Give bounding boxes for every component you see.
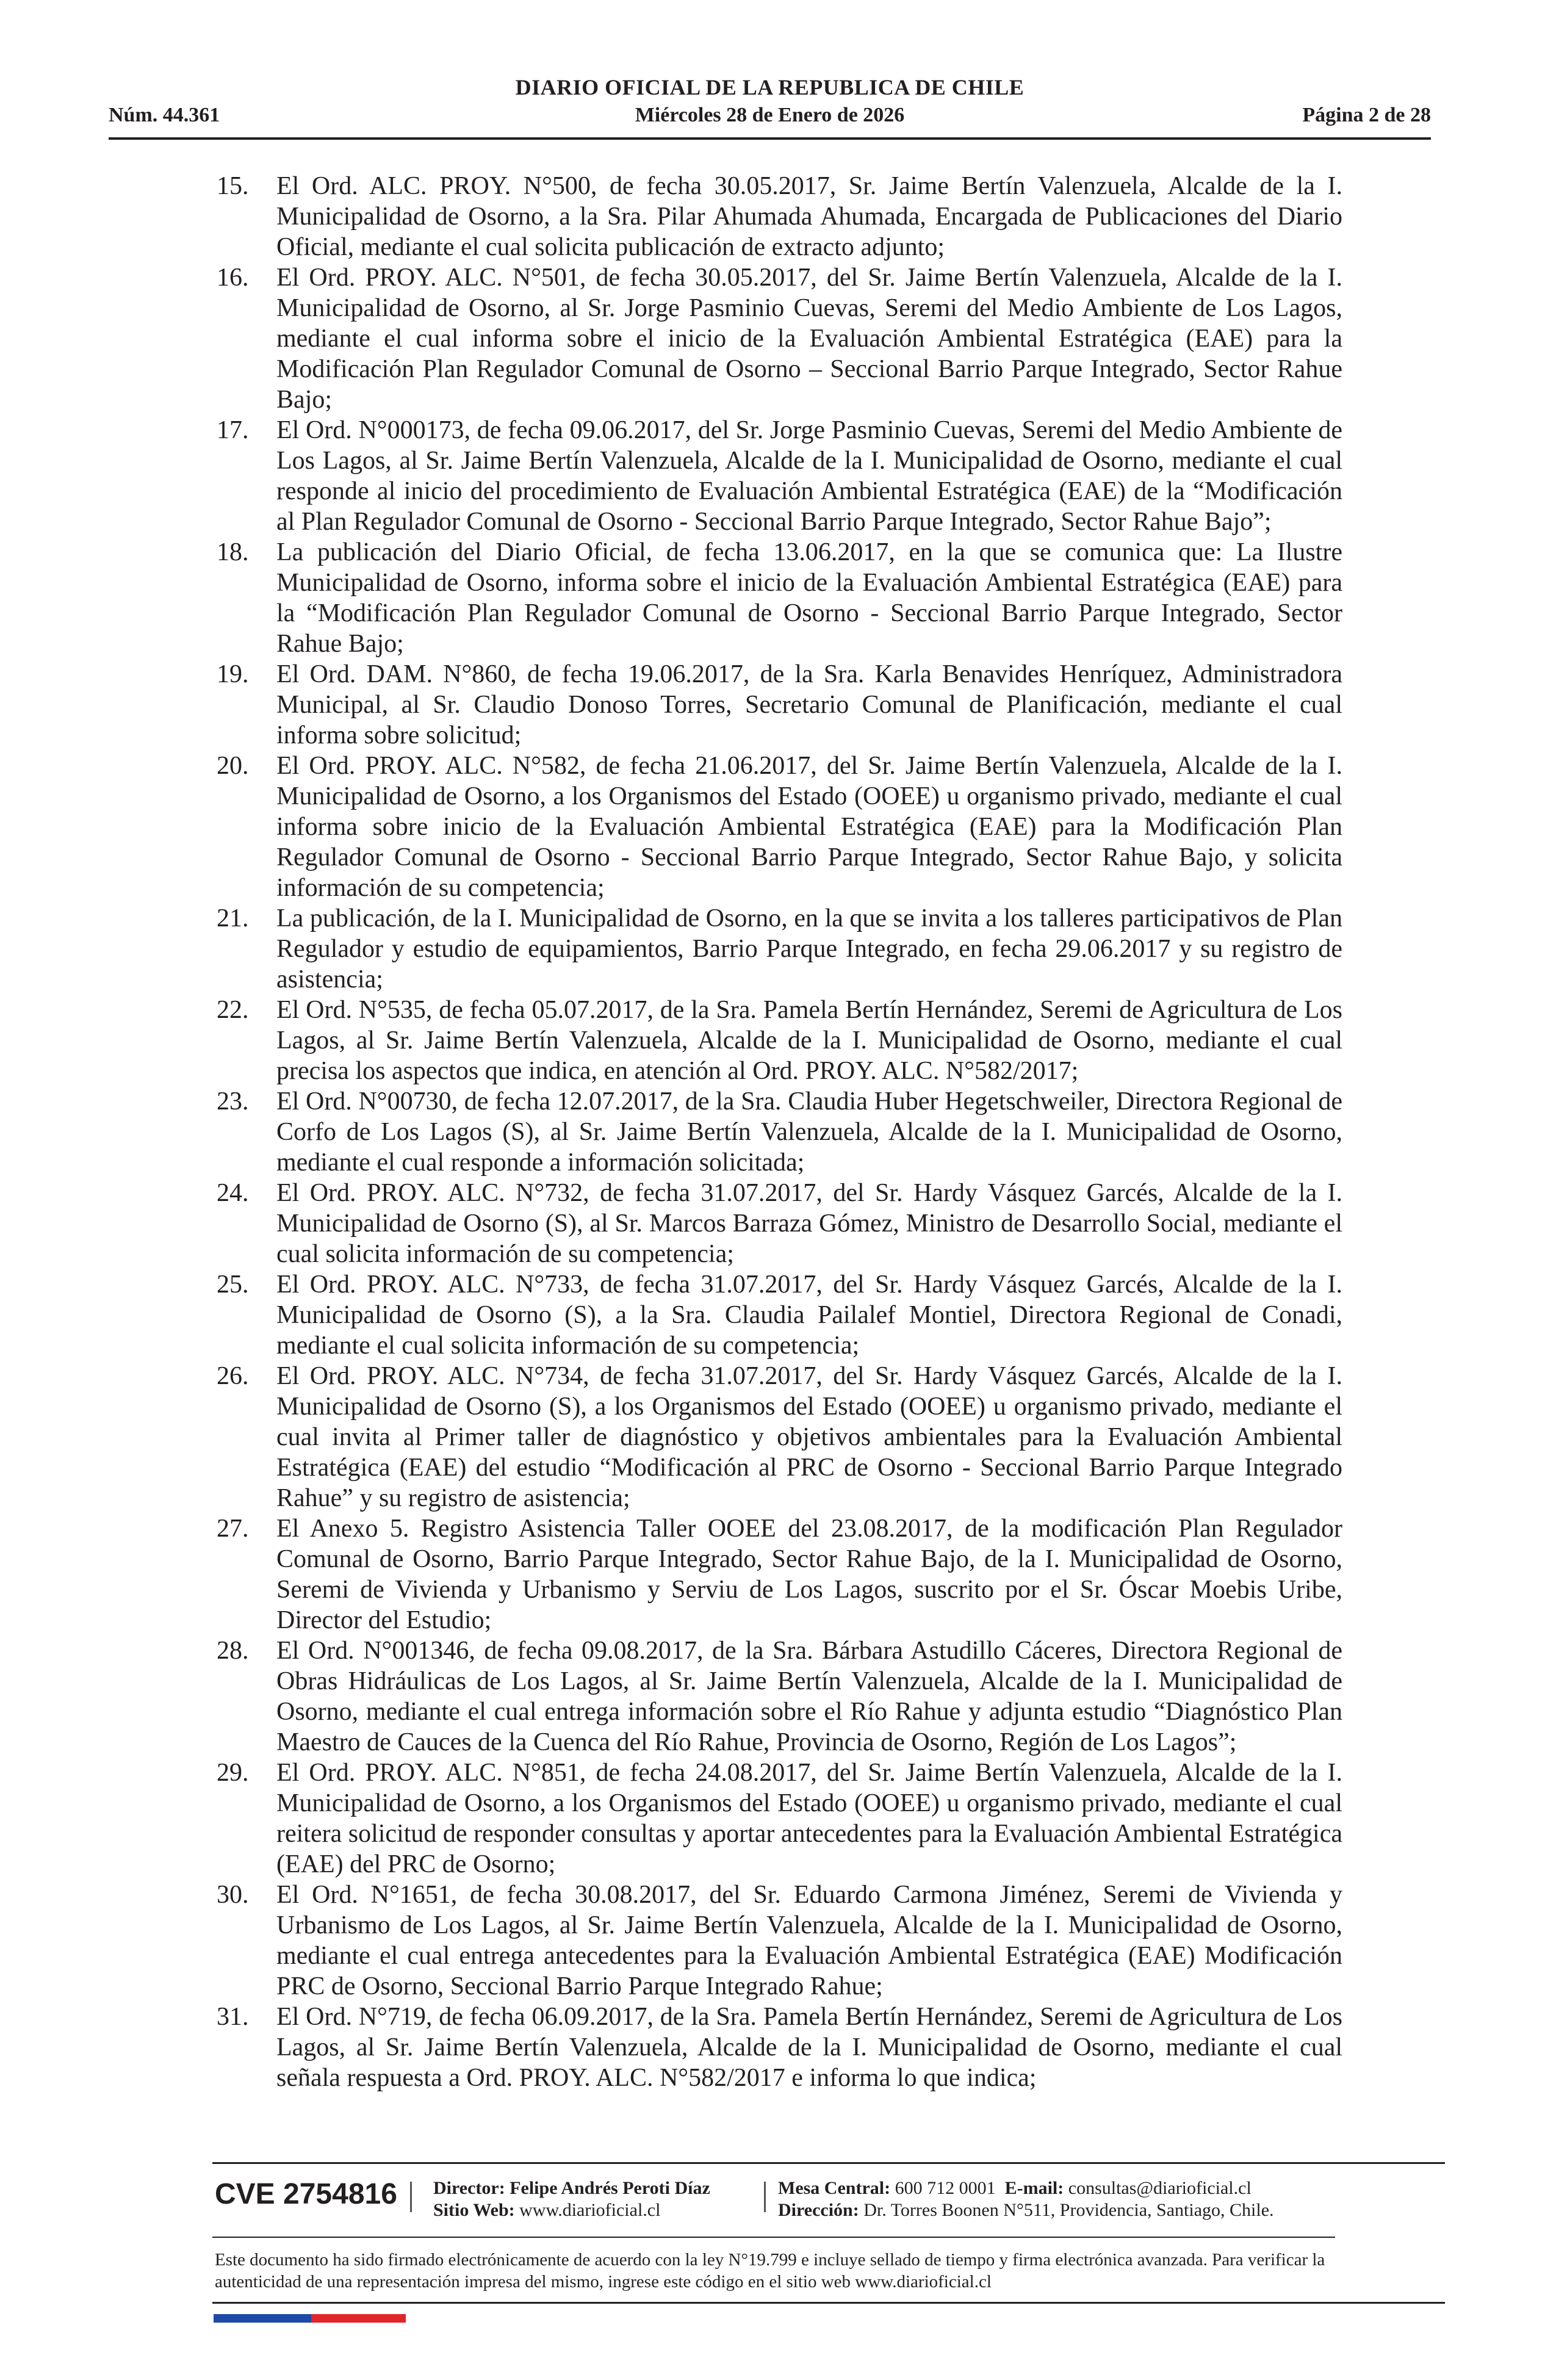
footer-separator [764, 2182, 766, 2212]
list-item [217, 995, 1342, 1086]
publication-title: DIARIO OFICIAL DE LA REPUBLICA DE CHILE [515, 75, 1025, 99]
list-item [217, 415, 1342, 537]
item-text: El Ord. ALC. PROY. N°500, de fecha 30.05.2017, Sr. Jaime Bertín Valenzuela, Alcalde de la I. Municipalidad de Osorno, a la Sra. Pilar Ahumada Ahumada, Encargada de Publicaciones del Diario Oficial, mediante el cual solicita publicación de extracto adjunto; [276, 172, 1342, 261]
footer-divider-2 [212, 2237, 1335, 2238]
mesa-phone: 600 712 0001 [895, 2178, 996, 2198]
list-item [217, 1269, 1342, 1361]
item-number: 17. [217, 416, 249, 444]
list-item [217, 1635, 1342, 1758]
list-item [217, 171, 1342, 262]
legal-notice: Este documento ha sido firmado electrónicamente de acuerdo con la ley N°19.799 e incluye sellado de tiempo y firma electrónica avanzada. Para verificar la autenticidad de una representación impresa del mismo, ingrese este código en el sitio web www.diarioficial.cl [215, 2250, 1325, 2292]
item-number: 31. [217, 2003, 249, 2031]
list-item [217, 659, 1342, 751]
item-number: 15. [217, 172, 249, 200]
list-item [217, 2002, 1342, 2093]
list-item [217, 1880, 1342, 2002]
item-number: 22. [217, 996, 249, 1024]
item-number: 23. [217, 1087, 249, 1116]
item-text: El Ord. N°001346, de fecha 09.08.2017, de la Sra. Bárbara Astudillo Cáceres, Directora Regional de Obras Hidráulicas de Los Lagos, al Sr. Jaime Bertín Valenzuela, Alcalde de la I. Municipalidad de Osorno, mediante el cual entrega información sobre el Río Rahue y adjunta estudio “Diagnóstico Plan Maestro de Cauces de la Cuenca del Río Rahue, Provincia de Osorno, Región de Los Lagos”; [276, 1637, 1342, 1756]
item-number: 18. [217, 538, 249, 566]
item-text: El Ord. N°000173, de fecha 09.06.2017, del Sr. Jorge Pasminio Cuevas, Seremi del Medio Ambiente de Los Lagos, al Sr. Jaime Bertín Valenzuela, Alcalde de la I. Municipalidad de Osorno, mediante el cual responde al inicio del procedimiento de Evaluación Ambiental Estratégica (EAE) de la “Modificación al Plan Regulador Comunal de Osorno - Seccional Barrio Parque Integrado, Sector Rahue Bajo”; [276, 416, 1342, 536]
footer-contact-block [778, 2177, 1274, 2221]
address-label: Dirección: [778, 2200, 859, 2220]
item-text: El Anexo 5. Registro Asistencia Taller OOEE del 23.08.2017, de la modificación Plan Regulador Comunal de Osorno, Barrio Parque Integrado, Sector Rahue Bajo, de la I. Municipalidad de Osorno, Seremi de Vivienda y Urbanismo y Serviu de Los Lagos, suscrito por el Sr. Óscar Moebis Uribe, Director del Estudio; [276, 1515, 1342, 1634]
footer-divider-3 [212, 2302, 1445, 2304]
address-text: Dr. Torres Boonen N°511, Providencia, Santiago, Chile. [863, 2200, 1274, 2220]
item-text: El Ord. PROY. ALC. N°734, de fecha 31.07.2017, del Sr. Hardy Vásquez Garcés, Alcalde de la I. Municipalidad de Osorno (S), a los Organismos del Estado (OOEE) u organismo privado, mediante el cual invita al Primer taller de diagnóstico y objetivos ambientales para la Evaluación Ambiental Estratégica (EAE) del estudio “Modificación al PRC de Osorno - Seccional Barrio Parque Integrado Rahue” y su registro de asistencia; [276, 1362, 1342, 1512]
director-label: Director: [433, 2178, 505, 2198]
list-item [217, 903, 1342, 995]
item-number: 21. [217, 904, 249, 932]
list-item [217, 1086, 1342, 1178]
list-item [217, 262, 1342, 415]
item-number: 28. [217, 1637, 249, 1665]
item-text: El Ord. N°535, de fecha 05.07.2017, de la Sra. Pamela Bertín Hernández, Seremi de Agricultura de Los Lagos, al Sr. Jaime Bertín Valenzuela, Alcalde de la I. Municipalidad de Osorno, mediante el cual precisa los aspectos que indica, en atención al Ord. PROY. ALC. N°582/2017; [276, 996, 1342, 1085]
email-link[interactable]: consultas@diarioficial.cl [1068, 2178, 1252, 2198]
numbered-list [217, 171, 1342, 2093]
footer-separator [410, 2182, 412, 2212]
item-text: El Ord. N°1651, de fecha 30.08.2017, del Sr. Eduardo Carmona Jiménez, Seremi de Vivienda y Urbanismo de Los Lagos, al Sr. Jaime Bertín Valenzuela, Alcalde de la I. Municipalidad de Osorno, mediante el cual entrega antecedentes para la Evaluación Ambiental Estratégica (EAE) Modificación PRC de Osorno, Seccional Barrio Parque Integrado Rahue; [276, 1881, 1342, 2000]
item-number: 25. [217, 1271, 249, 1299]
item-text: El Ord. N°00730, de fecha 12.07.2017, de la Sra. Claudia Huber Hegetschweiler, Directora Regional de Corfo de Los Lagos (S), al Sr. Jaime Bertín Valenzuela, Alcalde de la I. Municipalidad de Osorno, mediante el cual responde a información solicitada; [276, 1087, 1342, 1177]
flag-color-bar [214, 2314, 406, 2323]
item-text: La publicación, de la I. Municipalidad de Osorno, en la que se invita a los talleres participativos de Plan Regulador y estudio de equipamientos, Barrio Parque Integrado, en fecha 29.06.2017 y su registro de asistencia; [276, 904, 1342, 993]
director-name: Felipe Andrés Peroti Díaz [510, 2178, 710, 2198]
cve-code: CVE 2754816 [215, 2178, 397, 2210]
item-number: 16. [217, 264, 249, 292]
list-item [217, 751, 1342, 903]
item-number: 20. [217, 752, 249, 780]
email-label: E-mail: [1004, 2178, 1064, 2198]
item-text: La publicación del Diario Oficial, de fecha 13.06.2017, en la que se comunica que: La Ilustre Municipalidad de Osorno, informa sobre el inicio de la Evaluación Ambiental Estratégica (EAE) para la “Modificación Plan Regulador Comunal de Osorno - Seccional Barrio Parque Integrado, Sector Rahue Bajo; [276, 538, 1342, 658]
item-number: 27. [217, 1515, 249, 1543]
item-text: El Ord. DAM. N°860, de fecha 19.06.2017, de la Sra. Karla Benavides Henríquez, Administradora Municipal, al Sr. Claudio Donoso Torres, Secretario Comunal de Planificación, mediante el cual informa sobre solicitud; [276, 660, 1342, 749]
item-text: El Ord. PROY. ALC. N°732, de fecha 31.07.2017, del Sr. Hardy Vásquez Garcés, Alcalde de la I. Municipalidad de Osorno (S), al Sr. Marcos Barraza Gómez, Ministro de Desarrollo Social, mediante el cual solicita información de su competencia; [276, 1179, 1342, 1268]
item-number: 29. [217, 1759, 249, 1787]
list-item [217, 1758, 1342, 1880]
item-text: El Ord. PROY. ALC. N°582, de fecha 21.06.2017, del Sr. Jaime Bertín Valenzuela, Alcalde de la I. Municipalidad de Osorno, a los Organismos del Estado (OOEE) u organismo privado, mediante el cual informa sobre inicio de la Evaluación Ambiental Estratégica (EAE) para la Modificación Plan Regulador Comunal de Osorno - Seccional Barrio Parque Integrado, Sector Rahue Bajo, y solicita información de su competencia; [276, 752, 1342, 902]
item-text: El Ord. PROY. ALC. N°733, de fecha 31.07.2017, del Sr. Hardy Vásquez Garcés, Alcalde de la I. Municipalidad de Osorno (S), a la Sra. Claudia Pailalef Montiel, Directora Regional de Conadi, mediante el cual solicita información de su competencia; [276, 1271, 1342, 1360]
list-item [217, 1361, 1342, 1513]
flag-red-segment [311, 2314, 406, 2323]
flag-blue-segment [214, 2314, 311, 2323]
page-number: Página 2 de 28 [1302, 104, 1431, 126]
item-number: 24. [217, 1179, 249, 1207]
list-item [217, 1513, 1342, 1635]
site-link[interactable]: www.diarioficial.cl [519, 2200, 661, 2220]
footer-divider [212, 2162, 1445, 2164]
list-item [217, 537, 1342, 659]
mesa-label: Mesa Central: [778, 2178, 891, 2198]
item-text: El Ord. PROY. ALC. N°501, de fecha 30.05.2017, del Sr. Jaime Bertín Valenzuela, Alcalde de la I. Municipalidad de Osorno, al Sr. Jorge Pasminio Cuevas, Seremi del Medio Ambiente de Los Lagos, mediante el cual informa sobre el inicio de la Evaluación Ambiental Estratégica (EAE) para la Modificación Plan Regulador Comunal de Osorno – Seccional Barrio Parque Integrado, Sector Rahue Bajo; [276, 264, 1342, 414]
item-number: 19. [217, 660, 249, 688]
issue-number: Núm. 44.361 [109, 104, 220, 126]
footer-director-block [433, 2177, 710, 2221]
item-number: 26. [217, 1362, 249, 1390]
page-header [109, 73, 1431, 140]
item-text: El Ord. N°719, de fecha 06.09.2017, de la Sra. Pamela Bertín Hernández, Seremi de Agricultura de Los Lagos, al Sr. Jaime Bertín Valenzuela, Alcalde de la I. Municipalidad de Osorno, mediante el cual señala respuesta a Ord. PROY. ALC. N°582/2017 e informa lo que indica; [276, 2003, 1342, 2092]
item-text: El Ord. PROY. ALC. N°851, de fecha 24.08.2017, del Sr. Jaime Bertín Valenzuela, Alcalde de la I. Municipalidad de Osorno, a los Organismos del Estado (OOEE) u organismo privado, mediante el cual reitera solicitud de responder consultas y aportar antecedentes para la Evaluación Ambiental Estratégica (EAE) del PRC de Osorno; [276, 1759, 1342, 1878]
item-number: 30. [217, 1881, 249, 1909]
publication-date: Miércoles 28 de Enero de 2026 [635, 104, 905, 126]
list-item [217, 1178, 1342, 1269]
header-divider [109, 137, 1431, 140]
site-label: Sitio Web: [433, 2200, 515, 2220]
